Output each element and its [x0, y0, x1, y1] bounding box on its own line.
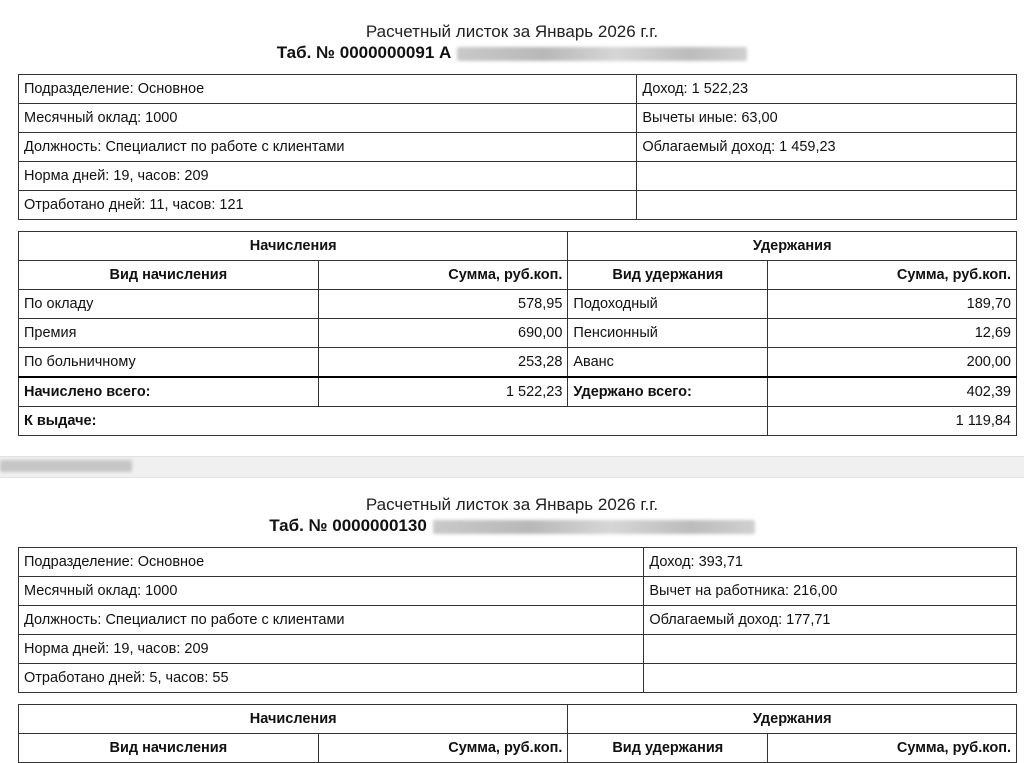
slip2-tab-text: Таб. № 0000000130	[269, 516, 427, 535]
page-separator	[0, 456, 1024, 478]
payout-row	[19, 407, 1017, 436]
info-cell: Должность: Специалист по работе с клиентами	[19, 606, 644, 635]
info-cell: Подразделение: Основное	[19, 548, 644, 577]
info-cell: Облагаемый доход: 177,71	[644, 606, 1017, 635]
info-cell: Доход: 1 522,23	[637, 75, 1017, 104]
info-cell	[637, 191, 1017, 220]
accrual-type: Премия	[19, 319, 319, 348]
accrual-type: По окладу	[19, 290, 319, 319]
deduction-sum: 200,00	[768, 348, 1017, 378]
slip1-title: Расчетный листок за Январь 2026 г.г.	[365, 22, 659, 41]
deduction-type: Аванс	[568, 348, 768, 378]
col-deduction-sum: Сумма, руб.коп.	[768, 261, 1017, 290]
slip2-tab-number	[0, 516, 1024, 536]
total-accrued-value: 1 522,23	[318, 377, 568, 407]
col-accrual-type: Вид начисления	[19, 734, 319, 763]
deduction-sum: 12,69	[768, 319, 1017, 348]
accrual-sum: 690,00	[318, 319, 568, 348]
slip2-info-table	[18, 547, 1017, 693]
slip2-title: Расчетный листок за Январь 2026 г.г.	[365, 495, 659, 514]
payout-value: 1 119,84	[768, 407, 1017, 436]
total-deducted-label: Удержано всего:	[568, 377, 768, 407]
info-cell: Норма дней: 19, часов: 209	[19, 635, 644, 664]
deduction-type: Пенсионный	[568, 319, 768, 348]
accruals-header: Начисления	[19, 232, 568, 261]
col-accrual-sum: Сумма, руб.коп.	[318, 261, 568, 290]
info-cell: Отработано дней: 5, часов: 55	[19, 664, 644, 693]
accrual-sum: 578,95	[318, 290, 568, 319]
slip1-tab-number	[0, 43, 1024, 63]
deductions-header: Удержания	[568, 705, 1017, 734]
info-cell: Должность: Специалист по работе с клиентами	[19, 133, 637, 162]
table-row	[19, 290, 1017, 319]
info-cell	[637, 162, 1017, 191]
redacted-name	[433, 520, 755, 534]
deductions-header: Удержания	[568, 232, 1017, 261]
deduction-sum: 189,70	[768, 290, 1017, 319]
accrual-sum: 253,28	[318, 348, 568, 378]
info-cell: Отработано дней: 11, часов: 121	[19, 191, 637, 220]
table-row	[19, 348, 1017, 378]
total-deducted-value: 402,39	[768, 377, 1017, 407]
info-cell: Норма дней: 19, часов: 209	[19, 162, 637, 191]
accruals-header: Начисления	[19, 705, 568, 734]
redacted-name	[457, 47, 747, 61]
info-cell: Вычеты иные: 63,00	[637, 104, 1017, 133]
totals-row	[19, 377, 1017, 407]
info-cell: Месячный оклад: 1000	[19, 577, 644, 606]
info-cell: Доход: 393,71	[644, 548, 1017, 577]
info-cell: Подразделение: Основное	[19, 75, 637, 104]
payout-label: К выдаче:	[19, 407, 768, 436]
total-accrued-label: Начислено всего:	[19, 377, 319, 407]
col-deduction-type: Вид удержания	[568, 734, 768, 763]
info-cell	[644, 635, 1017, 664]
info-cell: Вычет на работника: 216,00	[644, 577, 1017, 606]
slip1-info-table	[18, 74, 1017, 220]
info-cell: Облагаемый доход: 1 459,23	[637, 133, 1017, 162]
accrual-type: По больничному	[19, 348, 319, 378]
col-accrual-sum: Сумма, руб.коп.	[318, 734, 568, 763]
col-accrual-type: Вид начисления	[19, 261, 319, 290]
slip2-pay-table	[18, 704, 1017, 763]
col-deduction-sum: Сумма, руб.коп.	[768, 734, 1017, 763]
slip1-pay-table	[18, 231, 1017, 436]
slip1-tab-text: Таб. № 0000000091 А	[276, 43, 452, 62]
table-row	[19, 319, 1017, 348]
redacted-text	[0, 460, 132, 472]
info-cell: Месячный оклад: 1000	[19, 104, 637, 133]
info-cell	[644, 664, 1017, 693]
col-deduction-type: Вид удержания	[568, 261, 768, 290]
deduction-type: Подоходный	[568, 290, 768, 319]
